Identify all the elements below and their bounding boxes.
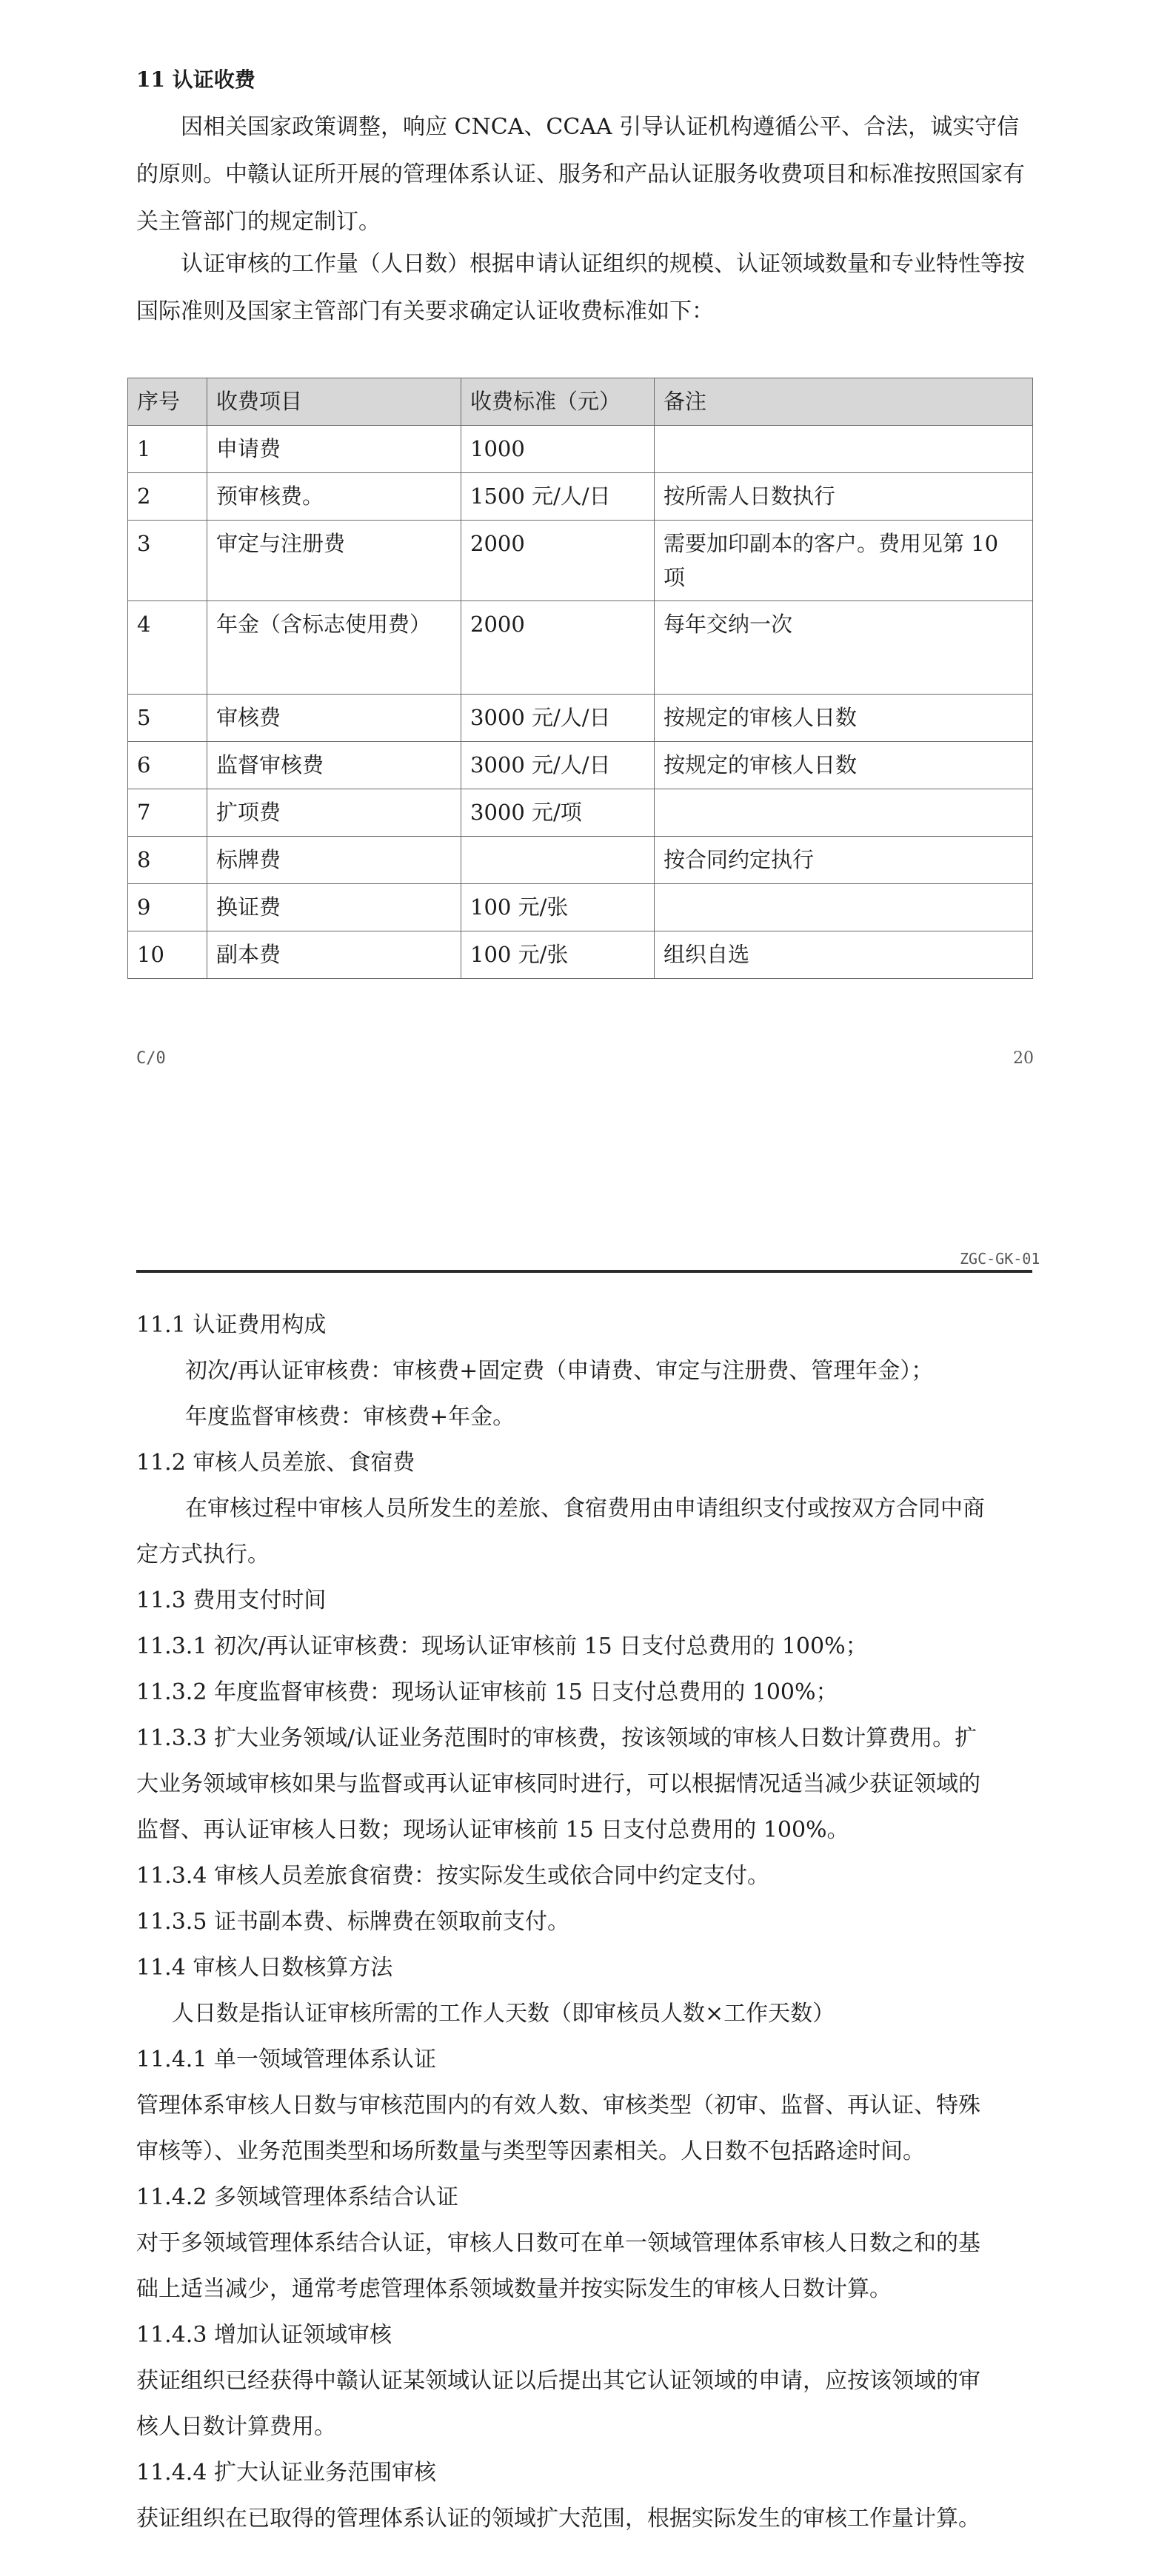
cell-item: 换证费 xyxy=(207,884,461,931)
cell-seq: 6 xyxy=(128,742,207,789)
header-standard: 收费标准（元） xyxy=(461,378,655,426)
cell-remark: 按规定的审核人日数 xyxy=(655,742,1033,789)
text-line: 人日数是指认证审核所需的工作人天数（即审核员人数×工作天数） xyxy=(172,2001,835,2027)
subsection-heading: 11.4.2 多领域管理体系结合认证 xyxy=(136,2184,458,2210)
text-line: 11.3.5 证书副本费、标牌费在领取前支付。 xyxy=(136,1909,569,1935)
text-line: 获证组织已经获得中赣认证某领域认证以后提出其它认证领域的申请，应按该领域的审 xyxy=(136,2368,980,2394)
cell-seq: 4 xyxy=(128,601,207,695)
table-row xyxy=(128,742,1033,789)
cell-seq: 8 xyxy=(128,837,207,884)
header-rule xyxy=(136,1270,1032,1273)
cell-seq: 9 xyxy=(128,884,207,931)
header-item: 收费项目 xyxy=(207,378,461,426)
text-line: 11.3.4 审核人员差旅食宿费：按实际发生或依合同中约定支付。 xyxy=(136,1863,769,1889)
page-footer-code: C/0 xyxy=(136,1049,166,1068)
cell-item: 预审核费。 xyxy=(207,473,461,521)
section-title: 11 认证收费 xyxy=(136,67,255,92)
cell-remark: 需要加印副本的客户。费用见第 10 项 xyxy=(655,521,1033,601)
cell-remark: 按规定的审核人日数 xyxy=(655,695,1033,742)
document-code: ZGC-GK-01 xyxy=(960,1250,1040,1268)
table-row xyxy=(128,473,1033,521)
table-row xyxy=(128,695,1033,742)
cell-item: 年金（含标志使用费） xyxy=(207,601,461,695)
text-line: 在审核过程中审核人员所发生的差旅、食宿费用由申请组织支付或按双方合同中商 xyxy=(185,1496,985,1522)
cell-seq: 1 xyxy=(128,426,207,473)
cell-remark xyxy=(655,884,1033,931)
table-row xyxy=(128,884,1033,931)
fee-table xyxy=(127,378,1033,979)
text-line: 年度监督审核费：审核费+年金。 xyxy=(185,1404,515,1430)
document-page-2 xyxy=(0,1155,1173,2576)
cell-standard: 3000 元/项 xyxy=(461,789,655,837)
cell-remark xyxy=(655,426,1033,473)
text-line: 定方式执行。 xyxy=(136,1542,270,1568)
cell-item: 申请费 xyxy=(207,426,461,473)
page-number: 20 xyxy=(1013,1049,1034,1068)
subsection-heading: 11.4.4 扩大认证业务范围审核 xyxy=(136,2460,436,2486)
table-row xyxy=(128,837,1033,884)
cell-standard: 3000 元/人/日 xyxy=(461,695,655,742)
text-line: 11.3.2 年度监督审核费：现场认证审核前 15 日支付总费用的 100%； xyxy=(136,1679,838,1705)
text-line: 获证组织在已取得的管理体系认证的领域扩大范围，根据实际发生的审核工作量计算。 xyxy=(136,2506,980,2532)
document-page-1 xyxy=(0,0,1173,1155)
text-line: 监督、再认证审核人日数；现场认证审核前 15 日支付总费用的 100%。 xyxy=(136,1817,849,1843)
cell-standard: 100 元/张 xyxy=(461,884,655,931)
cell-standard: 100 元/张 xyxy=(461,931,655,979)
cell-standard xyxy=(461,837,655,884)
cell-remark xyxy=(655,789,1033,837)
text-line: 对于多领域管理体系结合认证，审核人日数可在单一领域管理体系审核人日数之和的基 xyxy=(136,2230,980,2256)
text-line: 11.3.3 扩大业务领域/认证业务范围时的审核费，按该领域的审核人日数计算费用。扩 xyxy=(136,1725,977,1751)
cell-item: 扩项费 xyxy=(207,789,461,837)
text-line: 审核等）、业务范围类型和场所数量与类型等因素相关。人日数不包括路途时间。 xyxy=(136,2138,925,2164)
cell-remark: 按合同约定执行 xyxy=(655,837,1033,884)
subsection-heading: 11.3 费用支付时间 xyxy=(136,1588,327,1613)
cell-item: 副本费 xyxy=(207,931,461,979)
cell-standard: 2000 xyxy=(461,601,655,695)
cell-standard: 3000 元/人/日 xyxy=(461,742,655,789)
text-line: 11.3.1 初次/再认证审核费：现场认证审核前 15 日支付总费用的 100%； xyxy=(136,1633,868,1659)
text-line: 础上适当减少，通常考虑管理体系领域数量并按实际发生的审核人日数计算。 xyxy=(136,2276,892,2302)
cell-seq: 7 xyxy=(128,789,207,837)
cell-seq: 10 xyxy=(128,931,207,979)
intro-paragraph: 因相关国家政策调整，响应 CNCA、CCAA 引导认证机构遵循公平、合法，诚实守信的原则。中赣认证所开展的管理体系认证、服务和产品认证服务收费项目和标准按照国家有关主管部门的规定制订。 xyxy=(136,114,1025,235)
header-seq: 序号 xyxy=(128,378,207,426)
text-line: 初次/再认证审核费：审核费+固定费（申请费、审定与注册费、管理年金）； xyxy=(185,1358,934,1384)
cell-item: 审核费 xyxy=(207,695,461,742)
cell-item: 审定与注册费 xyxy=(207,521,461,601)
subsection-heading: 11.4.3 增加认证领域审核 xyxy=(136,2322,392,2348)
cell-seq: 5 xyxy=(128,695,207,742)
cell-standard: 1500 元/人/日 xyxy=(461,473,655,521)
subsection-heading: 11.4.1 单一领域管理体系认证 xyxy=(136,2047,436,2072)
cell-item: 标牌费 xyxy=(207,837,461,884)
cell-seq: 2 xyxy=(128,473,207,521)
text-line: 核人日数计算费用。 xyxy=(136,2414,336,2440)
standard-paragraph: 认证审核的工作量（人日数）根据申请认证组织的规模、认证领域数量和专业特性等按国际准则及国家主管部门有关要求确定认证收费标准如下： xyxy=(136,251,1025,324)
table-row xyxy=(128,601,1033,695)
header-remark: 备注 xyxy=(655,378,1033,426)
cell-remark: 按所需人日数执行 xyxy=(655,473,1033,521)
table-row xyxy=(128,789,1033,837)
table-row xyxy=(128,931,1033,979)
cell-remark: 每年交纳一次 xyxy=(655,601,1033,695)
subsection-heading: 11.1 认证费用构成 xyxy=(136,1312,327,1338)
subsection-heading: 11.4 审核人日数核算方法 xyxy=(136,1955,393,1981)
text-line: 管理体系审核人日数与审核范围内的有效人数、审核类型（初审、监督、再认证、特殊 xyxy=(136,2092,980,2118)
table-row xyxy=(128,426,1033,473)
cell-standard: 1000 xyxy=(461,426,655,473)
table-header-row xyxy=(128,378,1033,426)
cell-seq: 3 xyxy=(128,521,207,601)
subsection-heading: 11.2 审核人员差旅、食宿费 xyxy=(136,1450,415,1476)
table-row xyxy=(128,521,1033,601)
cell-remark: 组织自选 xyxy=(655,931,1033,979)
cell-item: 监督审核费 xyxy=(207,742,461,789)
cell-standard: 2000 xyxy=(461,521,655,601)
text-line: 大业务领域审核如果与监督或再认证审核同时进行，可以根据情况适当减少获证领域的 xyxy=(136,1771,980,1797)
